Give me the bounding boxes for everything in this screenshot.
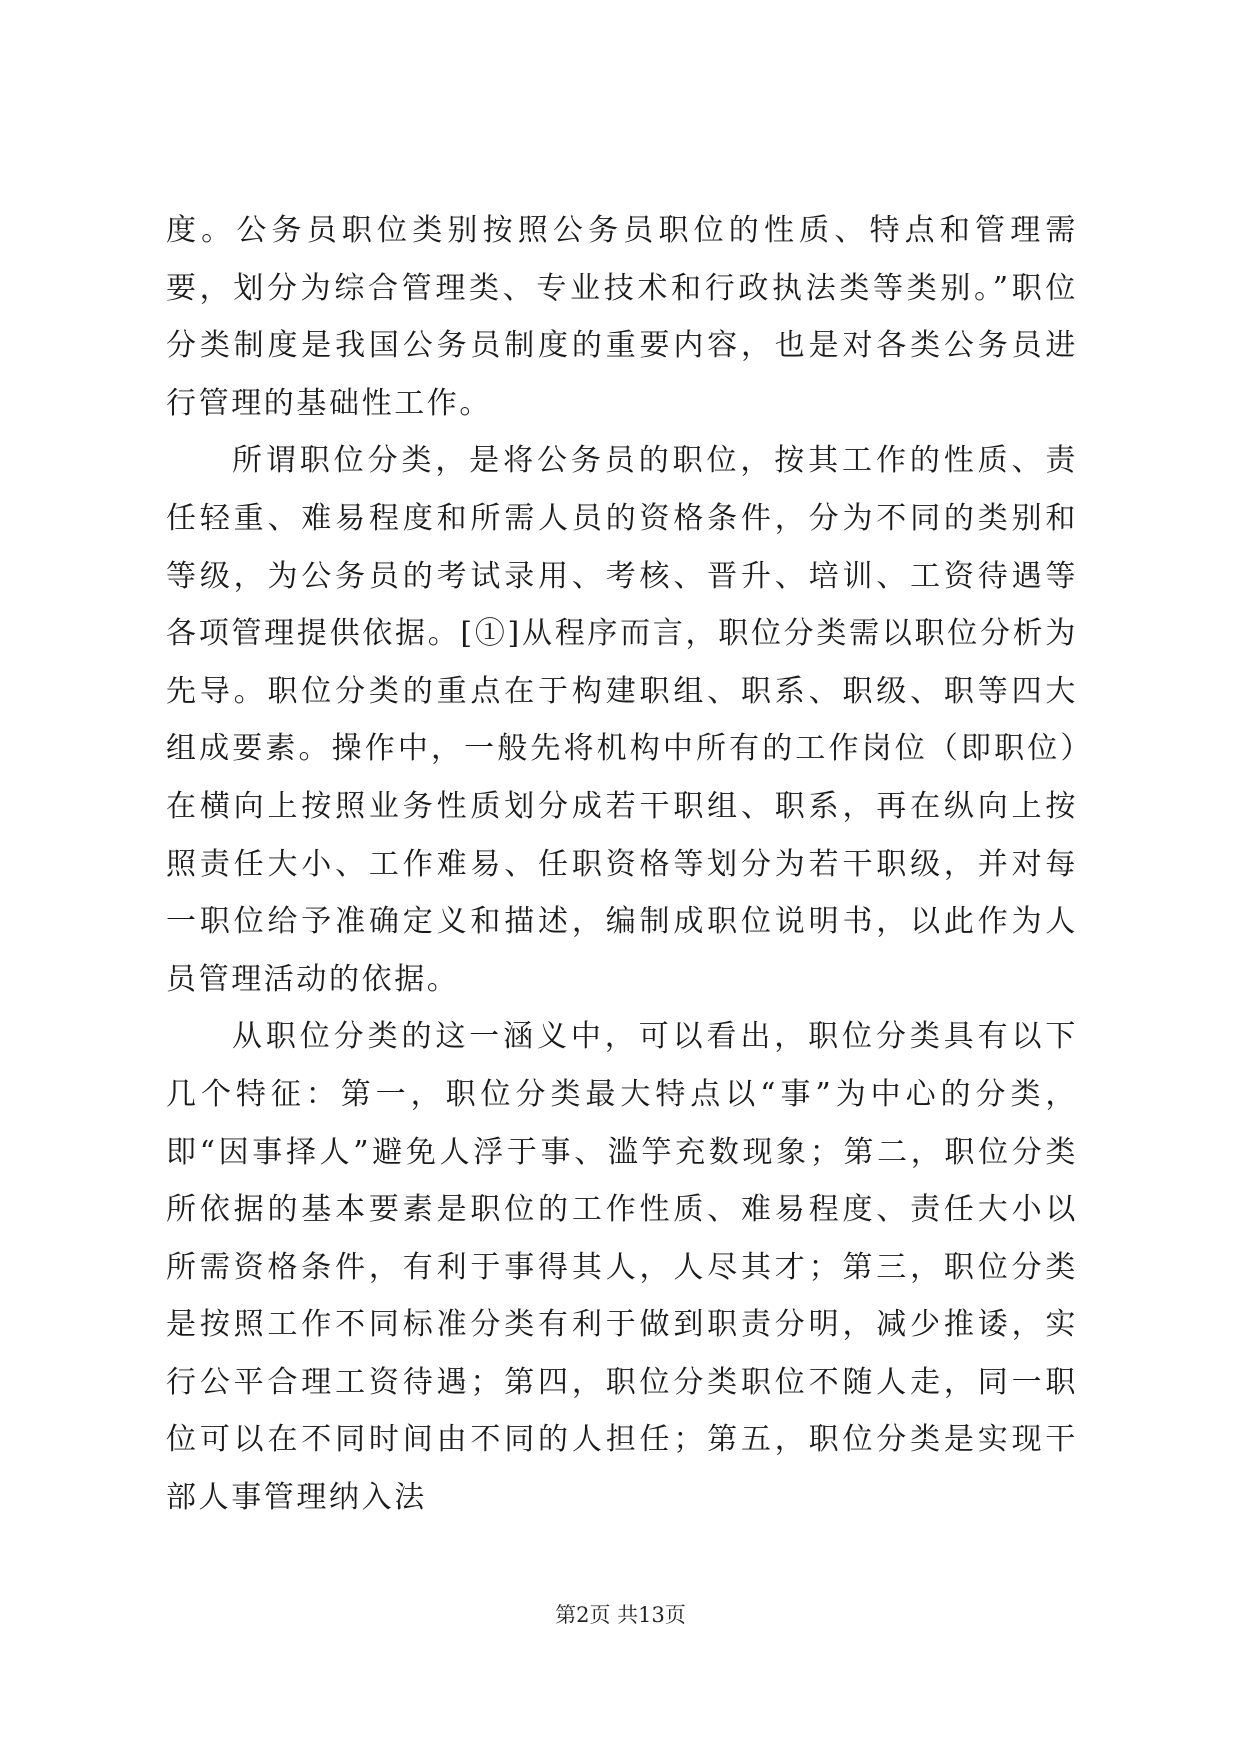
page-footer (0, 1600, 1241, 1630)
paragraph-definition: 所谓职位分类，是将公务员的职位，按其工作的性质、责任轻重、难易程度和所需人员的资格条件，分为不同的类别和等级，为公务员的考试录用、考核、晋升、培训、工资待遇等各项管理提供依据。[①]从程序而言，职位分类需以职位分析为先导。职位分类的重点在于构建职组、职系、职级、职等四大组成要素。操作中，一般先将机构中所有的工作岗位（即职位）在横向上按照业务性质划分成若干职组、职系，再在纵向上按照责任大小、工作难易、任职资格等划分为若干职级，并对每一职位给予准确定义和描述，编制成职位说明书，以此作为人员管理活动的依据。 (166, 443, 1078, 997)
document-body (166, 202, 1078, 1527)
paragraph-features: 从职位分类的这一涵义中，可以看出，职位分类具有以下几个特征：第一，职位分类最大特点以“事”为中心的分类，即“因事择人”避免人浮于事、滥竽充数现象；第二，职位分类所依据的基本要素是职位的工作性质、难易程度、责任大小以所需资格条件，有利于事得其人，人尽其才；第三，职位分类是按照工作不同标准分类有利于做到职责分明，减少推诿，实行公平合理工资待遇；第四，职位分类职位不随人走，同一职位可以在不同时间由不同的人担任；第五，职位分类是实现干部人事管理纳入法 (166, 1019, 1078, 1516)
paragraph-continuation: 度。公务员职位类别按照公务员职位的性质、特点和管理需要，划分为综合管理类、专业技术和行政执法类等类别。”职位分类制度是我国公务员制度的重要内容，也是对各类公务员进行管理的基础性工作。 (166, 213, 1078, 421)
page-number: 第2页 共13页 (555, 1603, 686, 1627)
